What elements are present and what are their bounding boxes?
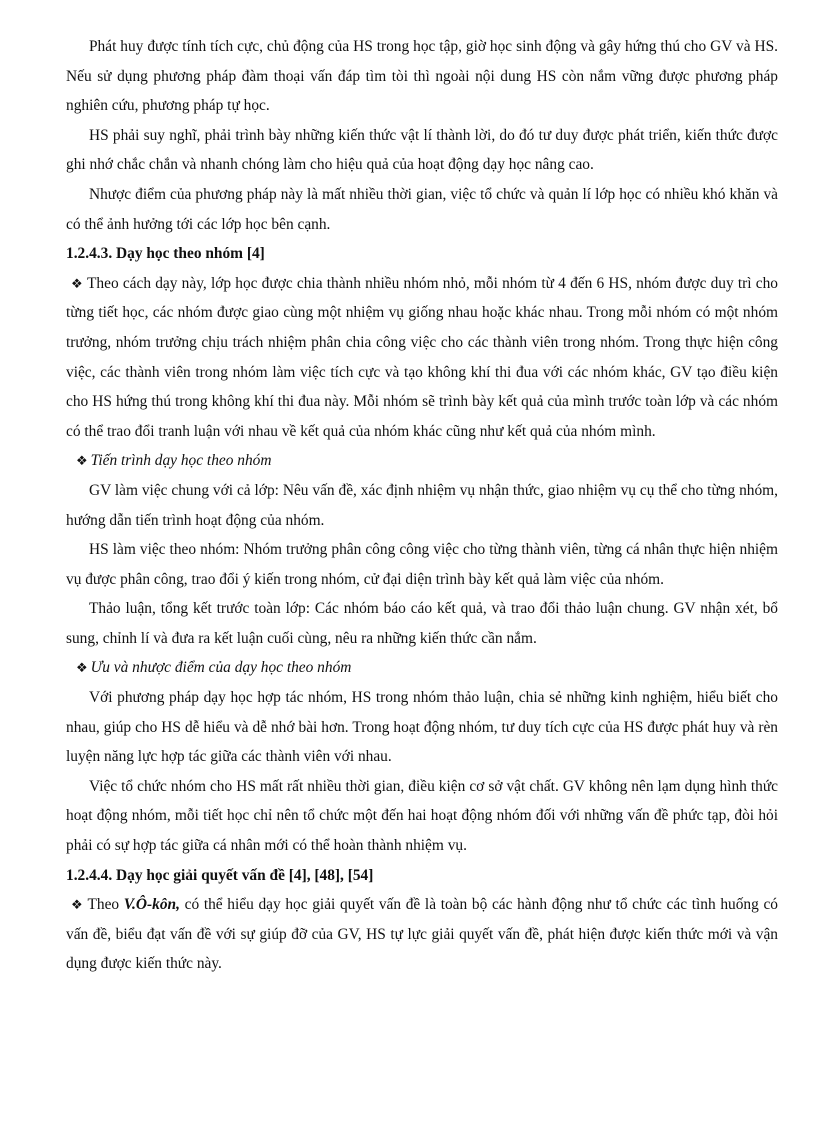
paragraph: Thảo luận, tổng kết trước toàn lớp: Các nhóm báo cáo kết quả, và trao đổi thảo luận chung. GV nhận xét, bổ sung, chỉnh lí và đưa ra kết luận cuối cùng, nêu ra những kiến thức cần nắm. <box>66 600 778 647</box>
paragraph: Với phương pháp dạy học hợp tác nhóm, HS trong nhóm thảo luận, chia sẻ những kinh nghiệm, hiểu biết cho nhau, giúp cho HS dễ hiểu và dễ nhớ bài hơn. Trong hoạt động nhóm, tư duy tích cực của HS được phát huy và rèn luyện năng lực hợp tác giữa các thành viên với nhau. <box>66 689 778 766</box>
document-page <box>66 32 778 979</box>
diamond-bullet-icon: ❖ <box>71 897 84 913</box>
paragraph: Nhược điểm của phương pháp này là mất nhiều thời gian, việc tổ chức và quản lí lớp học có nhiều khó khăn và có thể ảnh hưởng tới các lớp học bên cạnh. <box>66 185 778 233</box>
author-name: V.Ô-kôn, <box>123 896 180 914</box>
diamond-bullet-icon: ❖ <box>76 660 88 676</box>
section-heading-1243: 1.2.4.3. Dạy học theo nhóm [4] <box>66 245 265 263</box>
paragraph: Việc tổ chức nhóm cho HS mất rất nhiều thời gian, điều kiện cơ sở vật chất. GV không nên lạm dụng hình thức hoạt động nhóm, mỗi tiết học chỉ nên tổ chức một đến hai hoạt động nhóm đối với những vấn đề phức tạp, đòi hỏi phải có sự hợp tác giữa cá nhân mới có thể hoàn thành nhiệm vụ. <box>66 777 778 855</box>
problem-solving-paragraph: ❖ Theo V.Ô-kôn, có thể hiểu dạy học giải quyết vấn đề là toàn bộ các hành động như tổ chức các tình huống có vấn đề, biểu đạt vấn đề với sự giúp đỡ của GV, HS tự lực giải quyết vấn đề, phát hiện được kiến thức mới và vận dụng được kiến thức này. <box>66 896 778 973</box>
diamond-bullet-icon: ❖ <box>76 453 88 469</box>
pros-cons-subheading: ❖ Ưu và nhược điểm của dạy học theo nhóm <box>76 659 352 677</box>
paragraph: GV làm việc chung với cả lớp: Nêu vấn đề, xác định nhiệm vụ nhận thức, giao nhiệm vụ cụ thể cho từng nhóm, hướng dẫn tiến trình hoạt động của nhóm. <box>66 481 778 529</box>
process-subheading: ❖ Tiến trình dạy học theo nhóm <box>76 452 272 470</box>
section-heading-1244: 1.2.4.4. Dạy học giải quyết vấn đề [4], [48], [54] <box>66 866 374 884</box>
paragraph: HS làm việc theo nhóm: Nhóm trưởng phân công công việc cho từng thành viên, từng cá nhân thực hiện nhiệm vụ được phân công, trao đổi ý kiến trong nhóm, cử đại diện trình bày kết quả làm việc của nhóm. <box>66 541 778 588</box>
group-intro-text: Theo cách dạy này, lớp học được chia thành nhiều nhóm nhỏ, mỗi nhóm từ 4 đến 6 HS, nhóm được duy trì cho từng tiết học, các nhóm được giao cùng một nhiệm vụ giống nhau hoặc khác nhau. Trong mỗi nhóm có một nhóm trưởng, nhóm trưởng chịu trách nhiệm phân chia công việc cho các thành viên trong nhóm. Trong thực hiện công việc, các thành viên trong nhóm làm việc tích cực và tạo không khí thi đua với các nhóm khác, GV tạo điều kiện cho HS hứng thú trong không khí thi đua này. Mỗi nhóm sẽ trình bày kết quả của mình trước toàn lớp và các nhóm có thể trao đổi tranh luận với nhau về kết quả của nhóm khác cũng như kết quả của nhóm mình. <box>66 274 778 440</box>
paragraph: HS phải suy nghĩ, phải trình bày những kiến thức vật lí thành lời, do đó tư duy được phát triển, kiến thức được ghi nhớ chắc chắn và nhanh chóng làm cho hiệu quả của hoạt động dạy học nâng cao. <box>66 126 778 174</box>
paragraph: Phát huy được tính tích cực, chủ động của HS trong học tập, giờ học sinh động và gây hứng thú cho GV và HS. Nếu sử dụng phương pháp đàm thoại vấn đáp tìm tòi thì ngoài nội dung HS còn nắm vững được phương pháp nghiên cứu, phương pháp tự học. <box>66 38 778 115</box>
group-intro-paragraph <box>66 269 778 447</box>
diamond-bullet-icon: ❖ <box>71 275 84 291</box>
